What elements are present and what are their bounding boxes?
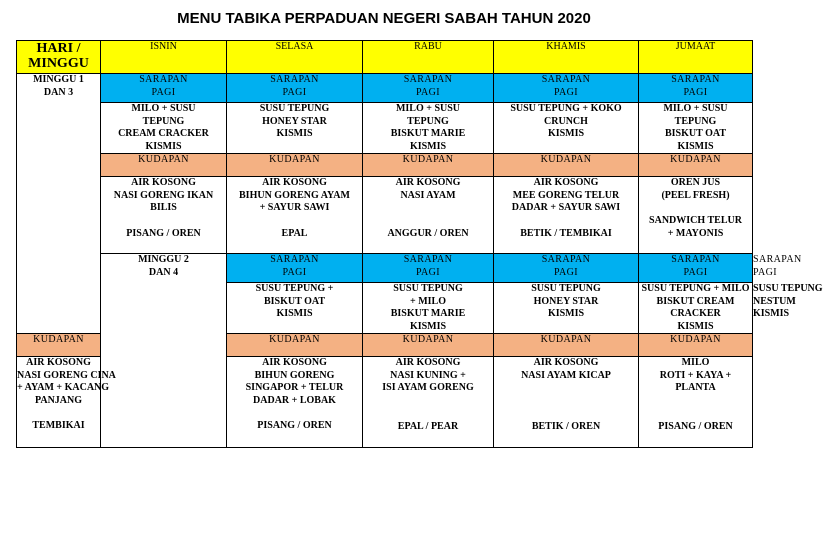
menu-item: TEPUNG xyxy=(407,115,449,127)
blank-line xyxy=(494,395,638,408)
kudapan-band-selasa: KUDAPAN xyxy=(227,334,363,357)
week-label-line: MINGGU 1 xyxy=(33,74,84,85)
menu-item: KISMIS xyxy=(547,308,585,319)
sarapan-row: MINGGU 2 DAN 4 SARAPAN PAGI SARAPAN PAGI SARAPAN PAGI SARAPAN PAGI SARAPAN PAGI xyxy=(17,254,753,283)
blank-line xyxy=(494,408,638,421)
menu-item: KISMIS xyxy=(276,308,313,319)
menu-item: NASI GORENG CINA xyxy=(17,369,116,381)
menu-item: DADAR + SAYUR SAWI xyxy=(511,202,621,213)
menu-item: NASI GORENG IKAN xyxy=(113,189,214,201)
menu-item: NASI AYAM KICAP xyxy=(521,369,611,381)
snack-cell-selasa xyxy=(227,357,363,448)
breakfast-cell-rabu xyxy=(494,283,639,334)
menu-item: MILO + SUSU xyxy=(663,103,728,114)
sarapan-label-line: PAGI xyxy=(553,266,579,278)
menu-item: BILIS xyxy=(150,202,177,213)
snack-row xyxy=(17,177,753,254)
sarapan-label-line: SARAPAN xyxy=(671,254,720,265)
header-label-line: MINGGU xyxy=(28,56,89,71)
blank-line xyxy=(639,202,752,215)
menu-item: AIR KOSONG xyxy=(262,357,327,368)
sarapan-band-rabu xyxy=(494,254,639,283)
snack-cell-isnin xyxy=(17,357,116,448)
sarapan-label-line: PAGI xyxy=(553,86,579,98)
kudapan-band-isnin: KUDAPAN xyxy=(101,154,227,177)
kudapan-band-khamis: KUDAPAN xyxy=(494,334,639,357)
menu-item: BISKUT OAT xyxy=(263,295,326,307)
menu-item: BIHUN GORENG AYAM xyxy=(239,189,350,201)
menu-item: + SAYUR SAWI xyxy=(259,202,330,213)
sarapan-band-jumaat xyxy=(639,74,753,103)
breakfast-cell-khamis xyxy=(639,283,753,334)
menu-item: SANDWICH TELUR xyxy=(649,215,742,226)
menu-item: + AYAM + KACANG xyxy=(17,382,110,393)
kudapan-band-isnin: KUDAPAN xyxy=(17,334,101,357)
sarapan-label-line: PAGI xyxy=(683,266,708,278)
breakfast-row: SUSU TEPUNG + BISKUT OAT KISMIS SUSU TEPUNG + MILO BISKUT MARIE KISMIS SUSU TEPUNG HONEY STAR KISMIS SUSU TEPUNG + MILO BISKUT CREAM CRACKER KISMIS SUSU TEPUNG NESTUM KISMIS xyxy=(17,283,753,334)
sarapan-band-selasa xyxy=(227,74,363,103)
menu-item: KISMIS xyxy=(547,128,585,139)
menu-item: DADAR + LOBAK xyxy=(253,394,336,406)
menu-item: BIHUN GORENG xyxy=(254,369,335,381)
header-jumaat: JUMAAT xyxy=(639,41,753,74)
menu-item: KISMIS xyxy=(276,128,313,139)
menu-item: SUSU TEPUNG xyxy=(393,283,463,294)
menu-item: HONEY STAR xyxy=(533,295,599,307)
menu-item: HONEY STAR xyxy=(262,115,327,127)
menu-item: BETIK / OREN xyxy=(531,421,601,432)
sarapan-label-line: PAGI xyxy=(151,86,176,98)
page-title: MENU TABIKA PERPADUAN NEGERI SABAH TAHUN 2020 xyxy=(177,10,591,27)
sarapan-label-line: PAGI xyxy=(415,86,441,98)
snack-cell-selasa xyxy=(227,177,363,254)
blank-line xyxy=(639,395,752,408)
header-day-week xyxy=(17,41,101,74)
snack-cell-isnin xyxy=(101,177,227,254)
menu-item: CREAM CRACKER xyxy=(118,128,209,139)
sarapan-band-rabu xyxy=(363,74,494,103)
menu-item: AIR KOSONG xyxy=(533,357,599,368)
menu-item: PANJANG xyxy=(34,394,83,406)
menu-item: NASI AYAM xyxy=(400,189,456,201)
menu-item: AIR KOSONG xyxy=(26,357,91,368)
sarapan-row xyxy=(17,74,753,103)
header-isnin: ISNIN xyxy=(101,41,227,74)
menu-item: (PEEL FRESH) xyxy=(661,189,730,201)
sarapan-label-line: SARAPAN xyxy=(270,254,319,265)
blank-line xyxy=(494,215,638,228)
blank-line xyxy=(17,407,100,420)
menu-item: KISMIS xyxy=(145,140,182,152)
breakfast-cell-isnin xyxy=(227,283,363,334)
breakfast-row xyxy=(17,103,753,154)
breakfast-cell-rabu xyxy=(363,103,494,154)
menu-item: TEPUNG xyxy=(674,115,717,127)
sarapan-band-isnin xyxy=(101,74,227,103)
sarapan-label-line: SARAPAN xyxy=(403,254,453,265)
kudapan-band-rabu: KUDAPAN xyxy=(363,154,494,177)
menu-item: AIR KOSONG xyxy=(395,177,461,188)
menu-item: AIR KOSONG xyxy=(131,177,196,188)
menu-item: SUSU TEPUNG xyxy=(259,103,330,114)
breakfast-cell-khamis xyxy=(494,103,639,154)
menu-item: AIR KOSONG xyxy=(533,177,599,188)
menu-item: ROTI + KAYA + xyxy=(659,369,732,381)
menu-body xyxy=(17,74,823,448)
week-label-1 xyxy=(17,74,101,334)
snack-cell-rabu xyxy=(363,357,494,448)
menu-item: BISKUT MARIE xyxy=(390,128,466,139)
menu-item: BETIK / TEMBIKAI xyxy=(520,227,612,239)
menu-item: + MAYONIS xyxy=(667,227,724,239)
menu-item: EPAL / PEAR xyxy=(397,420,459,432)
menu-item: ANGGUR / OREN xyxy=(387,228,469,239)
snack-cell-rabu xyxy=(363,177,494,254)
breakfast-cell-isnin xyxy=(101,103,227,154)
menu-item: CRACKER xyxy=(670,308,721,319)
breakfast-cell-selasa xyxy=(363,283,494,334)
header-khamis: KHAMIS xyxy=(494,41,639,74)
menu-item: MILO + SUSU xyxy=(131,103,196,114)
menu-item: KISMIS xyxy=(409,320,447,332)
menu-item: BISKUT OAT xyxy=(664,128,727,139)
breakfast-cell-jumaat xyxy=(639,103,753,154)
kudapan-row xyxy=(17,154,753,177)
menu-item: SUSU TEPUNG + KOKO xyxy=(510,103,622,114)
sarapan-label-line: SARAPAN xyxy=(671,74,720,85)
menu-item: MILO + SUSU xyxy=(395,103,461,114)
week-label-line: MINGGU 2 xyxy=(138,254,189,265)
sarapan-band-khamis xyxy=(494,74,639,103)
menu-item: TEPUNG xyxy=(142,115,185,127)
sarapan-label-line: PAGI xyxy=(282,86,307,98)
menu-item: KISMIS xyxy=(677,140,714,152)
menu-item: + MILO xyxy=(410,295,446,307)
blank-line xyxy=(363,215,493,228)
menu-item: MILO xyxy=(681,357,710,368)
sarapan-label-line: PAGI xyxy=(282,266,307,278)
kudapan-band-jumaat: KUDAPAN xyxy=(639,334,753,357)
blank-line xyxy=(363,202,493,215)
menu-item: OREN JUS xyxy=(670,177,721,188)
breakfast-cell-selasa xyxy=(227,103,363,154)
kudapan-band-rabu: KUDAPAN xyxy=(363,334,494,357)
sarapan-label-line: SARAPAN xyxy=(270,74,319,85)
header-selasa: SELASA xyxy=(227,41,363,74)
menu-item: SUSU TEPUNG + xyxy=(255,283,334,294)
menu-item: NASI KUNING + xyxy=(390,369,466,381)
blank-line xyxy=(227,215,362,228)
sarapan-label-line: PAGI xyxy=(415,266,441,278)
week-label-line: DAN 3 xyxy=(43,86,74,98)
kudapan-band-jumaat: KUDAPAN xyxy=(639,154,753,177)
blank-line xyxy=(363,408,493,421)
menu-item: CRUNCH xyxy=(544,115,588,127)
menu-item: SUSU TEPUNG + MILO xyxy=(641,283,750,294)
sarapan-label-line: SARAPAN xyxy=(541,254,591,265)
menu-item: MEE GORENG TELUR xyxy=(512,189,620,201)
sarapan-label-line: PAGI xyxy=(683,86,708,98)
sarapan-band-selasa xyxy=(363,254,494,283)
snack-cell-jumaat xyxy=(639,177,753,254)
sarapan-label-line: SARAPAN xyxy=(139,74,188,85)
sarapan-band-khamis xyxy=(639,254,753,283)
week-label-2 xyxy=(101,254,227,448)
menu-item: PISANG / OREN xyxy=(257,420,332,431)
menu-item: KISMIS xyxy=(409,140,447,152)
sarapan-label-line: SARAPAN xyxy=(541,74,591,85)
header-label-line: HARI / xyxy=(36,41,81,56)
kudapan-band-khamis: KUDAPAN xyxy=(494,154,639,177)
menu-item: PLANTA xyxy=(675,382,716,393)
menu-item: EPAL xyxy=(281,227,308,239)
header-row xyxy=(17,41,753,74)
menu-item: ISI AYAM GORENG xyxy=(382,382,474,393)
blank-line xyxy=(494,382,638,395)
menu-table xyxy=(16,40,823,448)
kudapan-band-selasa: KUDAPAN xyxy=(227,154,363,177)
menu-item: TEMBIKAI xyxy=(32,420,85,431)
menu-item: SUSU TEPUNG xyxy=(531,283,601,294)
menu-item: BISKUT CREAM xyxy=(656,295,735,307)
week-label-line: DAN 4 xyxy=(148,266,179,278)
blank-line xyxy=(227,407,362,420)
sarapan-label-line: SARAPAN xyxy=(403,74,453,85)
snack-cell-khamis xyxy=(494,177,639,254)
menu-item: AIR KOSONG xyxy=(395,357,461,368)
sarapan-band-isnin xyxy=(227,254,363,283)
blank-line xyxy=(363,395,493,408)
menu-item: AIR KOSONG xyxy=(262,177,327,188)
snack-cell-khamis xyxy=(494,357,639,448)
snack-cell-jumaat xyxy=(639,357,753,448)
menu-item: PISANG / OREN xyxy=(126,227,201,239)
blank-line xyxy=(101,215,226,228)
blank-line xyxy=(639,408,752,421)
header-rabu: RABU xyxy=(363,41,494,74)
menu-item: BISKUT MARIE xyxy=(390,308,466,319)
menu-item: SINGAPOR + TELUR xyxy=(245,382,344,393)
menu-item: PISANG / OREN xyxy=(658,420,733,432)
menu-item: KISMIS xyxy=(677,320,714,332)
